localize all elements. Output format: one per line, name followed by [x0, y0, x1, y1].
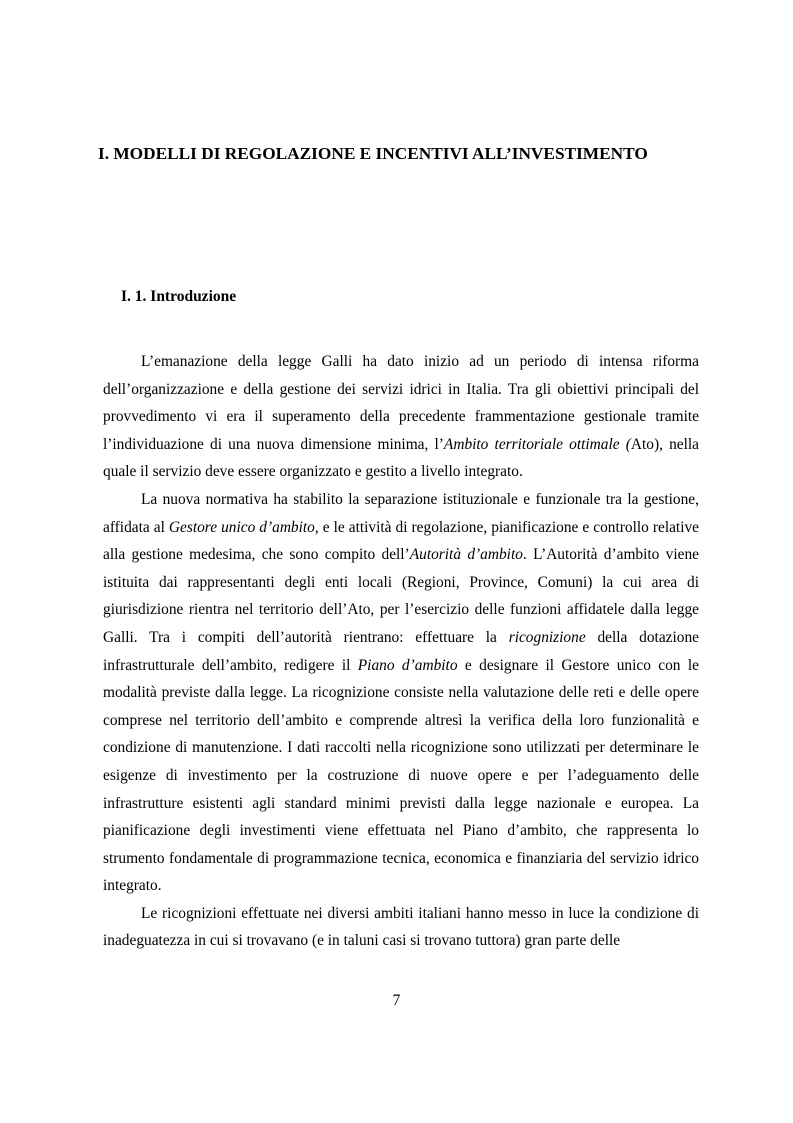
italic-term: ricognizione	[508, 628, 586, 646]
italic-term: Piano d’ambito	[357, 656, 458, 674]
text-segment: Le ricognizioni effettuate nei diversi ambiti italiani hanno messo in luce la condizione di inadeguatezza in cui si trovavano (e in taluni casi si trovano tuttora) gran parte delle	[103, 904, 699, 950]
section-title: I. 1. Introduzione	[121, 288, 237, 305]
text-segment: che rappresenta lo strumento fondamentale di programmazione tecnica, economica e finanziaria del servizio idrico integrato.	[103, 822, 699, 895]
italic-term: Gestore unico d’ambito	[168, 518, 315, 536]
paragraph	[103, 900, 699, 955]
chapter-title: I. MODELLI DI REGOLAZIONE E INCENTIVI ALL’INVESTIMENTO	[98, 144, 648, 163]
paragraph	[103, 486, 699, 900]
paragraph	[103, 348, 699, 486]
italic-term: Ambito territoriale ottimale (	[443, 435, 631, 453]
page-number: 7	[392, 992, 401, 1009]
text-segment: e designare il Gestore unico con le modalità previste dalla legge. La ricognizione consiste nella valutazione delle reti e delle opere comprese nel territorio dell’ambito e comprende altresì la verifica della loro funzionalità e condizione di manutenzione. I dati raccolti nella ricognizione sono utilizzati per determinare le esigenze di investimento per la costruzione di nuove opere e per l’adeguamento delle infrastrutture esistenti agli standard minimi previsti dalla legge nazionale e europea. La pianificazione degli investimenti viene effettuata nel Piano d’ambito	[103, 656, 699, 840]
text-segment: . L’Autorità d’ambito viene istituita dai rappresentanti degli enti locali (Regioni, Province, Comuni) la cui area di giurisdizione rientra nel territorio dell’Ato, per l’esercizio delle funzioni affidatele dalla legge Galli. Tra i compiti dell’autorità rientrano: effettuare la	[103, 546, 700, 646]
text-segment: Ato), nella quale il servizio deve essere organizzato e gestito a livello integrato.	[103, 435, 699, 481]
text-segment: L’emanazione della legge Galli ha dato inizio ad un periodo di intensa riforma dell’organizzazione e della gestione dei servizi idrici in Italia. Tra gli obiettivi principali del provvedimento vi era il superamento della precedente frammentazione gestionale tramite l’individuazione di una nuova dimensione minima, l’	[103, 353, 699, 453]
italic-term: Autorità d’ambito	[409, 546, 523, 564]
italic-term: ,	[562, 822, 567, 840]
text-segment: La nuova normativa ha stabilito la separazione istituzionale e funzionale tra la gestione, affidata al	[103, 490, 699, 536]
text-segment: della dotazione infrastrutturale dell’ambito, redigere il	[103, 628, 699, 674]
text-segment: , e le attività di regolazione, pianificazione e controllo relative alla gestione medesima, che sono compito dell’	[103, 518, 700, 564]
body-text	[103, 348, 699, 955]
